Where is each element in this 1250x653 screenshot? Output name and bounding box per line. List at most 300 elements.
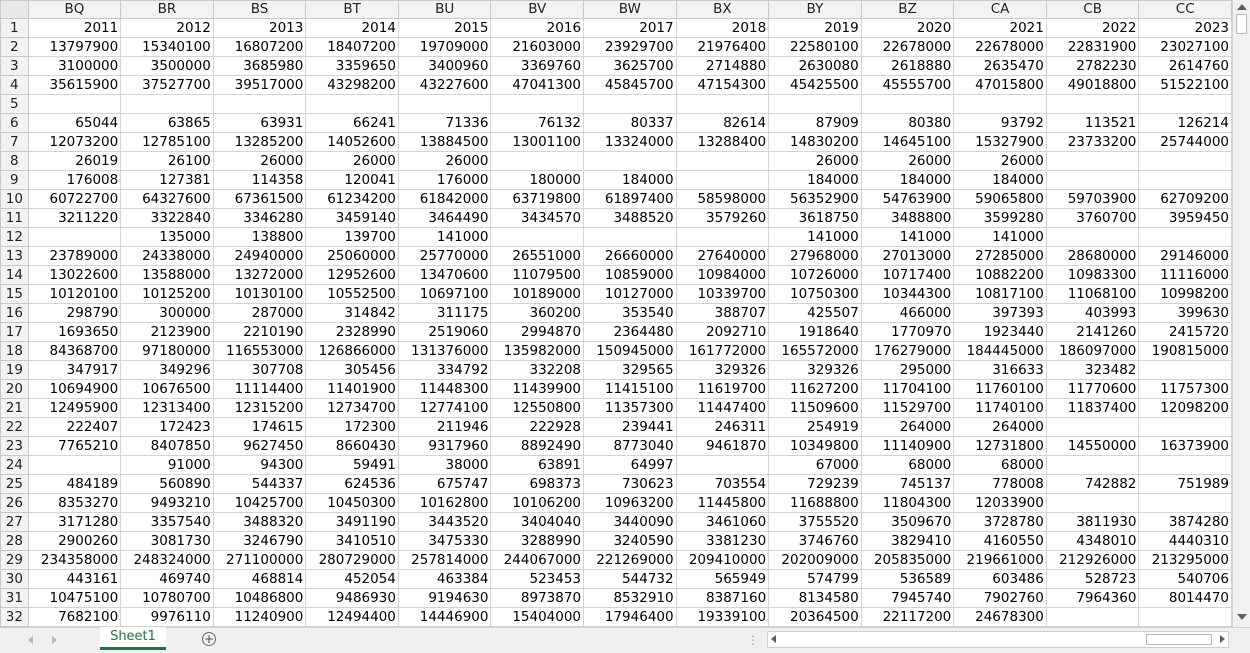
- cell[interactable]: 11445800: [676, 494, 769, 513]
- cell[interactable]: 1918640: [769, 323, 862, 342]
- cell[interactable]: 64997: [584, 456, 677, 475]
- cell[interactable]: 91000: [121, 456, 214, 475]
- cell[interactable]: 403993: [1046, 304, 1139, 323]
- row-header[interactable]: 31: [1, 589, 29, 608]
- cell[interactable]: 2012: [121, 19, 214, 38]
- cell[interactable]: 87909: [769, 114, 862, 133]
- cell[interactable]: 323482: [1046, 361, 1139, 380]
- cell[interactable]: 3874280: [1139, 513, 1232, 532]
- cell[interactable]: 11447400: [676, 399, 769, 418]
- cell[interactable]: 3500000: [121, 57, 214, 76]
- cell[interactable]: 2013: [213, 19, 306, 38]
- row-header[interactable]: 2: [1, 38, 29, 57]
- cell[interactable]: 8973870: [491, 589, 584, 608]
- cell[interactable]: 7765210: [28, 437, 121, 456]
- cell[interactable]: 2021: [954, 19, 1047, 38]
- cell[interactable]: 11439900: [491, 380, 584, 399]
- cell[interactable]: 3400960: [398, 57, 491, 76]
- cell[interactable]: 139700: [306, 228, 399, 247]
- cell[interactable]: 2994870: [491, 323, 584, 342]
- row-header[interactable]: 21: [1, 399, 29, 418]
- cell[interactable]: 205835000: [861, 551, 954, 570]
- cell[interactable]: 82614: [676, 114, 769, 133]
- cell[interactable]: 1693650: [28, 323, 121, 342]
- cell[interactable]: 2900260: [28, 532, 121, 551]
- cell[interactable]: 544337: [213, 475, 306, 494]
- cell[interactable]: 12313400: [121, 399, 214, 418]
- cell[interactable]: 59703900: [1046, 190, 1139, 209]
- cell[interactable]: 1923440: [954, 323, 1047, 342]
- cell[interactable]: 3491190: [306, 513, 399, 532]
- cell[interactable]: [769, 95, 862, 114]
- cell[interactable]: 126214: [1139, 114, 1232, 133]
- cell[interactable]: 329326: [769, 361, 862, 380]
- cell[interactable]: 729239: [769, 475, 862, 494]
- cell[interactable]: 239441: [584, 418, 677, 437]
- cell[interactable]: 15327900: [954, 133, 1047, 152]
- cell[interactable]: 2020: [861, 19, 954, 38]
- cell[interactable]: [491, 152, 584, 171]
- cell[interactable]: 360200: [491, 304, 584, 323]
- cell[interactable]: 7964360: [1046, 589, 1139, 608]
- cell[interactable]: 2210190: [213, 323, 306, 342]
- cell[interactable]: 61842000: [398, 190, 491, 209]
- cell[interactable]: 10130100: [213, 285, 306, 304]
- cell[interactable]: 329565: [584, 361, 677, 380]
- cell[interactable]: 213295000: [1139, 551, 1232, 570]
- cell[interactable]: 14830200: [769, 133, 862, 152]
- cell[interactable]: [491, 95, 584, 114]
- cell[interactable]: 8407850: [121, 437, 214, 456]
- cell[interactable]: 9317960: [398, 437, 491, 456]
- cell[interactable]: 7682100: [28, 608, 121, 627]
- column-header-bx[interactable]: BX: [676, 1, 769, 19]
- row-header[interactable]: 9: [1, 171, 29, 190]
- cell[interactable]: 10780700: [121, 589, 214, 608]
- cell[interactable]: 71336: [398, 114, 491, 133]
- cell[interactable]: 11704100: [861, 380, 954, 399]
- cell[interactable]: 9493210: [121, 494, 214, 513]
- cell[interactable]: 2023: [1139, 19, 1232, 38]
- cell[interactable]: 10344300: [861, 285, 954, 304]
- column-header-bs[interactable]: BS: [213, 1, 306, 19]
- cell[interactable]: 9486930: [306, 589, 399, 608]
- cell[interactable]: 305456: [306, 361, 399, 380]
- cell[interactable]: 11619700: [676, 380, 769, 399]
- cell[interactable]: 11627200: [769, 380, 862, 399]
- cell[interactable]: 45555700: [861, 76, 954, 95]
- cell[interactable]: 15404000: [491, 608, 584, 627]
- cell[interactable]: 13285200: [213, 133, 306, 152]
- cell[interactable]: 24940000: [213, 247, 306, 266]
- cell[interactable]: 172423: [121, 418, 214, 437]
- cell[interactable]: 3746760: [769, 532, 862, 551]
- cell[interactable]: [676, 152, 769, 171]
- cell[interactable]: 13884500: [398, 133, 491, 152]
- cell[interactable]: [1139, 418, 1232, 437]
- cell[interactable]: 3625700: [584, 57, 677, 76]
- cell[interactable]: 3579260: [676, 209, 769, 228]
- cell[interactable]: 93792: [954, 114, 1047, 133]
- cell[interactable]: 745137: [861, 475, 954, 494]
- cell[interactable]: 165572000: [769, 342, 862, 361]
- cell[interactable]: 257814000: [398, 551, 491, 570]
- cell[interactable]: 3346280: [213, 209, 306, 228]
- row-header[interactable]: 8: [1, 152, 29, 171]
- cell[interactable]: [1046, 171, 1139, 190]
- cell[interactable]: 190815000: [1139, 342, 1232, 361]
- column-header-cb[interactable]: CB: [1046, 1, 1139, 19]
- horizontal-scrollbar[interactable]: [767, 631, 1229, 648]
- cell[interactable]: 135982000: [491, 342, 584, 361]
- cell[interactable]: [861, 95, 954, 114]
- cell[interactable]: 27013000: [861, 247, 954, 266]
- cell[interactable]: 271100000: [213, 551, 306, 570]
- cell[interactable]: 3728780: [954, 513, 1047, 532]
- cell[interactable]: 2328990: [306, 323, 399, 342]
- cell[interactable]: 11757300: [1139, 380, 1232, 399]
- cell[interactable]: 12774100: [398, 399, 491, 418]
- cell[interactable]: 18407200: [306, 38, 399, 57]
- cell[interactable]: 11837400: [1046, 399, 1139, 418]
- cell[interactable]: 39517000: [213, 76, 306, 95]
- cell[interactable]: 22117200: [861, 608, 954, 627]
- cell[interactable]: 295000: [861, 361, 954, 380]
- cell[interactable]: 10349800: [769, 437, 862, 456]
- cell[interactable]: 184000: [584, 171, 677, 190]
- cell[interactable]: 80337: [584, 114, 677, 133]
- column-header-bz[interactable]: BZ: [861, 1, 954, 19]
- cell[interactable]: 751989: [1139, 475, 1232, 494]
- cell[interactable]: [213, 95, 306, 114]
- cell[interactable]: 27968000: [769, 247, 862, 266]
- cell[interactable]: 29146000: [1139, 247, 1232, 266]
- cell[interactable]: 43298200: [306, 76, 399, 95]
- cell[interactable]: 13288400: [676, 133, 769, 152]
- cell[interactable]: 2019: [769, 19, 862, 38]
- column-header-cc[interactable]: CC: [1139, 1, 1232, 19]
- cell[interactable]: [1139, 171, 1232, 190]
- cell[interactable]: 4440310: [1139, 532, 1232, 551]
- cell[interactable]: 11688800: [769, 494, 862, 513]
- cell[interactable]: 13797900: [28, 38, 121, 57]
- cell[interactable]: [1046, 418, 1139, 437]
- cell[interactable]: 23733200: [1046, 133, 1139, 152]
- cell[interactable]: 51522100: [1139, 76, 1232, 95]
- cell[interactable]: 135000: [121, 228, 214, 247]
- cell[interactable]: 38000: [398, 456, 491, 475]
- cell[interactable]: 314842: [306, 304, 399, 323]
- cell[interactable]: 10125200: [121, 285, 214, 304]
- cell[interactable]: 141000: [861, 228, 954, 247]
- cell[interactable]: 3599280: [954, 209, 1047, 228]
- cell[interactable]: 11448300: [398, 380, 491, 399]
- cell[interactable]: 8892490: [491, 437, 584, 456]
- cell[interactable]: 3288990: [491, 532, 584, 551]
- cell[interactable]: 63891: [491, 456, 584, 475]
- cell[interactable]: 3461060: [676, 513, 769, 532]
- cell[interactable]: 22678000: [954, 38, 1047, 57]
- cell[interactable]: 202009000: [769, 551, 862, 570]
- cell[interactable]: 565949: [676, 570, 769, 589]
- cell[interactable]: 540706: [1139, 570, 1232, 589]
- cell[interactable]: 184445000: [954, 342, 1047, 361]
- cell[interactable]: 3475330: [398, 532, 491, 551]
- cell[interactable]: 56352900: [769, 190, 862, 209]
- cell[interactable]: 574799: [769, 570, 862, 589]
- cell[interactable]: 212926000: [1046, 551, 1139, 570]
- cell[interactable]: 10162800: [398, 494, 491, 513]
- vertical-scrollbar[interactable]: [1232, 0, 1250, 627]
- cell[interactable]: 25060000: [306, 247, 399, 266]
- cell[interactable]: 8014470: [1139, 589, 1232, 608]
- cell[interactable]: 3357540: [121, 513, 214, 532]
- cell[interactable]: 544732: [584, 570, 677, 589]
- cell[interactable]: 63865: [121, 114, 214, 133]
- cell[interactable]: 45845700: [584, 76, 677, 95]
- row-header[interactable]: 27: [1, 513, 29, 532]
- cell[interactable]: [1139, 456, 1232, 475]
- cell[interactable]: 624536: [306, 475, 399, 494]
- cell[interactable]: 11357300: [584, 399, 677, 418]
- cell[interactable]: 7945740: [861, 589, 954, 608]
- cell[interactable]: 8532910: [584, 589, 677, 608]
- cell[interactable]: 138800: [213, 228, 306, 247]
- cell[interactable]: 14446900: [398, 608, 491, 627]
- cell[interactable]: 10726000: [769, 266, 862, 285]
- cell[interactable]: 311175: [398, 304, 491, 323]
- cell[interactable]: 603486: [954, 570, 1047, 589]
- cell[interactable]: 172300: [306, 418, 399, 437]
- cell[interactable]: 12731800: [954, 437, 1047, 456]
- cell[interactable]: 10127000: [584, 285, 677, 304]
- row-header[interactable]: 32: [1, 608, 29, 627]
- cell[interactable]: 222928: [491, 418, 584, 437]
- cell[interactable]: 120041: [306, 171, 399, 190]
- cell[interactable]: 2782230: [1046, 57, 1139, 76]
- cell[interactable]: 114358: [213, 171, 306, 190]
- cell[interactable]: 264000: [954, 418, 1047, 437]
- cell[interactable]: 298790: [28, 304, 121, 323]
- cell[interactable]: 62709200: [1139, 190, 1232, 209]
- cell[interactable]: 27640000: [676, 247, 769, 266]
- cell[interactable]: 10450300: [306, 494, 399, 513]
- cell[interactable]: 54763900: [861, 190, 954, 209]
- cell[interactable]: 10106200: [491, 494, 584, 513]
- cell[interactable]: 3488800: [861, 209, 954, 228]
- cell[interactable]: [1046, 456, 1139, 475]
- row-header[interactable]: 29: [1, 551, 29, 570]
- cell[interactable]: 25770000: [398, 247, 491, 266]
- cell[interactable]: 1770970: [861, 323, 954, 342]
- cell[interactable]: 8387160: [676, 589, 769, 608]
- cell[interactable]: 66241: [306, 114, 399, 133]
- row-header[interactable]: 14: [1, 266, 29, 285]
- cell[interactable]: 184000: [954, 171, 1047, 190]
- cell[interactable]: 16807200: [213, 38, 306, 57]
- row-header[interactable]: 20: [1, 380, 29, 399]
- cell[interactable]: 13001100: [491, 133, 584, 152]
- cell[interactable]: [584, 228, 677, 247]
- cell[interactable]: 12734700: [306, 399, 399, 418]
- cell[interactable]: 2415720: [1139, 323, 1232, 342]
- cell[interactable]: [1139, 152, 1232, 171]
- cell[interactable]: 16373900: [1139, 437, 1232, 456]
- column-header-bq[interactable]: BQ: [28, 1, 121, 19]
- cell[interactable]: 184000: [769, 171, 862, 190]
- cell[interactable]: 10750300: [769, 285, 862, 304]
- row-header[interactable]: 13: [1, 247, 29, 266]
- row-header[interactable]: 28: [1, 532, 29, 551]
- column-header-bv[interactable]: BV: [491, 1, 584, 19]
- cell[interactable]: 3381230: [676, 532, 769, 551]
- cell[interactable]: 528723: [1046, 570, 1139, 589]
- cell[interactable]: 26000: [861, 152, 954, 171]
- cell[interactable]: 221269000: [584, 551, 677, 570]
- scroll-left-icon[interactable]: [771, 635, 776, 643]
- cell[interactable]: [1046, 95, 1139, 114]
- cell[interactable]: 116553000: [213, 342, 306, 361]
- column-header-ca[interactable]: CA: [954, 1, 1047, 19]
- cell[interactable]: 388707: [676, 304, 769, 323]
- cell[interactable]: 24338000: [121, 247, 214, 266]
- cell[interactable]: 8134580: [769, 589, 862, 608]
- row-header[interactable]: 26: [1, 494, 29, 513]
- cell[interactable]: 316633: [954, 361, 1047, 380]
- cell[interactable]: 11079500: [491, 266, 584, 285]
- cell[interactable]: 3443520: [398, 513, 491, 532]
- cell[interactable]: 11529700: [861, 399, 954, 418]
- cell[interactable]: 12494400: [306, 608, 399, 627]
- cell[interactable]: 536589: [861, 570, 954, 589]
- cell[interactable]: 141000: [769, 228, 862, 247]
- cell[interactable]: 24678300: [954, 608, 1047, 627]
- cell[interactable]: 334792: [398, 361, 491, 380]
- row-header[interactable]: 11: [1, 209, 29, 228]
- cell[interactable]: 184000: [861, 171, 954, 190]
- select-all-corner[interactable]: [1, 1, 29, 19]
- cell[interactable]: 397393: [954, 304, 1047, 323]
- cell[interactable]: 26019: [28, 152, 121, 171]
- cell[interactable]: 523453: [491, 570, 584, 589]
- cell[interactable]: 3685980: [213, 57, 306, 76]
- row-header[interactable]: 15: [1, 285, 29, 304]
- cell[interactable]: 60722700: [28, 190, 121, 209]
- cell[interactable]: 8660430: [306, 437, 399, 456]
- cell[interactable]: 2022: [1046, 19, 1139, 38]
- cell[interactable]: 176279000: [861, 342, 954, 361]
- cell[interactable]: 11770600: [1046, 380, 1139, 399]
- cell[interactable]: 12785100: [121, 133, 214, 152]
- cell[interactable]: 59491: [306, 456, 399, 475]
- cell[interactable]: 703554: [676, 475, 769, 494]
- cell[interactable]: 300000: [121, 304, 214, 323]
- cell[interactable]: 11114400: [213, 380, 306, 399]
- cell[interactable]: 176008: [28, 171, 121, 190]
- cell[interactable]: 84368700: [28, 342, 121, 361]
- row-header[interactable]: 3: [1, 57, 29, 76]
- cell[interactable]: 307708: [213, 361, 306, 380]
- cell[interactable]: 10983300: [1046, 266, 1139, 285]
- cell[interactable]: 150945000: [584, 342, 677, 361]
- cell[interactable]: 3434570: [491, 209, 584, 228]
- cell[interactable]: 10475100: [28, 589, 121, 608]
- row-header[interactable]: 7: [1, 133, 29, 152]
- cell[interactable]: 3829410: [861, 532, 954, 551]
- sheet-tab-sheet1[interactable]: Sheet1: [100, 627, 166, 650]
- cell[interactable]: 3404040: [491, 513, 584, 532]
- row-header[interactable]: 16: [1, 304, 29, 323]
- cell[interactable]: 443161: [28, 570, 121, 589]
- cell[interactable]: 64327600: [121, 190, 214, 209]
- cell[interactable]: 11740100: [954, 399, 1047, 418]
- row-header[interactable]: 30: [1, 570, 29, 589]
- cell[interactable]: 3359650: [306, 57, 399, 76]
- cell[interactable]: 12495900: [28, 399, 121, 418]
- cell[interactable]: [1139, 494, 1232, 513]
- cell[interactable]: 280729000: [306, 551, 399, 570]
- cell[interactable]: 468814: [213, 570, 306, 589]
- cell[interactable]: 113521: [1046, 114, 1139, 133]
- cell[interactable]: 246311: [676, 418, 769, 437]
- cell[interactable]: 10486800: [213, 589, 306, 608]
- cell[interactable]: 742882: [1046, 475, 1139, 494]
- cell[interactable]: 12098200: [1139, 399, 1232, 418]
- cell[interactable]: 484189: [28, 475, 121, 494]
- row-header[interactable]: 22: [1, 418, 29, 437]
- cell[interactable]: 10963200: [584, 494, 677, 513]
- cell[interactable]: 3211220: [28, 209, 121, 228]
- cell[interactable]: 58598000: [676, 190, 769, 209]
- cell[interactable]: 68000: [954, 456, 1047, 475]
- cell[interactable]: 3410510: [306, 532, 399, 551]
- cell[interactable]: 186097000: [1046, 342, 1139, 361]
- cell[interactable]: [491, 228, 584, 247]
- cell[interactable]: 2011: [28, 19, 121, 38]
- cell[interactable]: 141000: [954, 228, 1047, 247]
- cell[interactable]: 12952600: [306, 266, 399, 285]
- cell[interactable]: 23929700: [584, 38, 677, 57]
- cell[interactable]: 219661000: [954, 551, 1047, 570]
- cell[interactable]: 10717400: [861, 266, 954, 285]
- cell[interactable]: 3240590: [584, 532, 677, 551]
- cell[interactable]: 2364480: [584, 323, 677, 342]
- vertical-scroll-thumb[interactable]: [1236, 14, 1247, 34]
- cell[interactable]: 45425500: [769, 76, 862, 95]
- column-header-br[interactable]: BR: [121, 1, 214, 19]
- cell[interactable]: 11760100: [954, 380, 1047, 399]
- row-header[interactable]: 24: [1, 456, 29, 475]
- cell[interactable]: 10425700: [213, 494, 306, 513]
- cell[interactable]: 26551000: [491, 247, 584, 266]
- cell[interactable]: [28, 228, 121, 247]
- row-header[interactable]: 10: [1, 190, 29, 209]
- cell[interactable]: 10859000: [584, 266, 677, 285]
- row-header[interactable]: 12: [1, 228, 29, 247]
- cell[interactable]: [1139, 361, 1232, 380]
- cell[interactable]: 10817100: [954, 285, 1047, 304]
- cell[interactable]: 49018800: [1046, 76, 1139, 95]
- cell[interactable]: 131376000: [398, 342, 491, 361]
- cell[interactable]: 329326: [676, 361, 769, 380]
- cell[interactable]: [1046, 494, 1139, 513]
- cell[interactable]: 3369760: [491, 57, 584, 76]
- cell[interactable]: 94300: [213, 456, 306, 475]
- cell[interactable]: 13022600: [28, 266, 121, 285]
- scroll-right-icon[interactable]: [1220, 635, 1225, 643]
- cell[interactable]: 10189000: [491, 285, 584, 304]
- cell[interactable]: 2618880: [861, 57, 954, 76]
